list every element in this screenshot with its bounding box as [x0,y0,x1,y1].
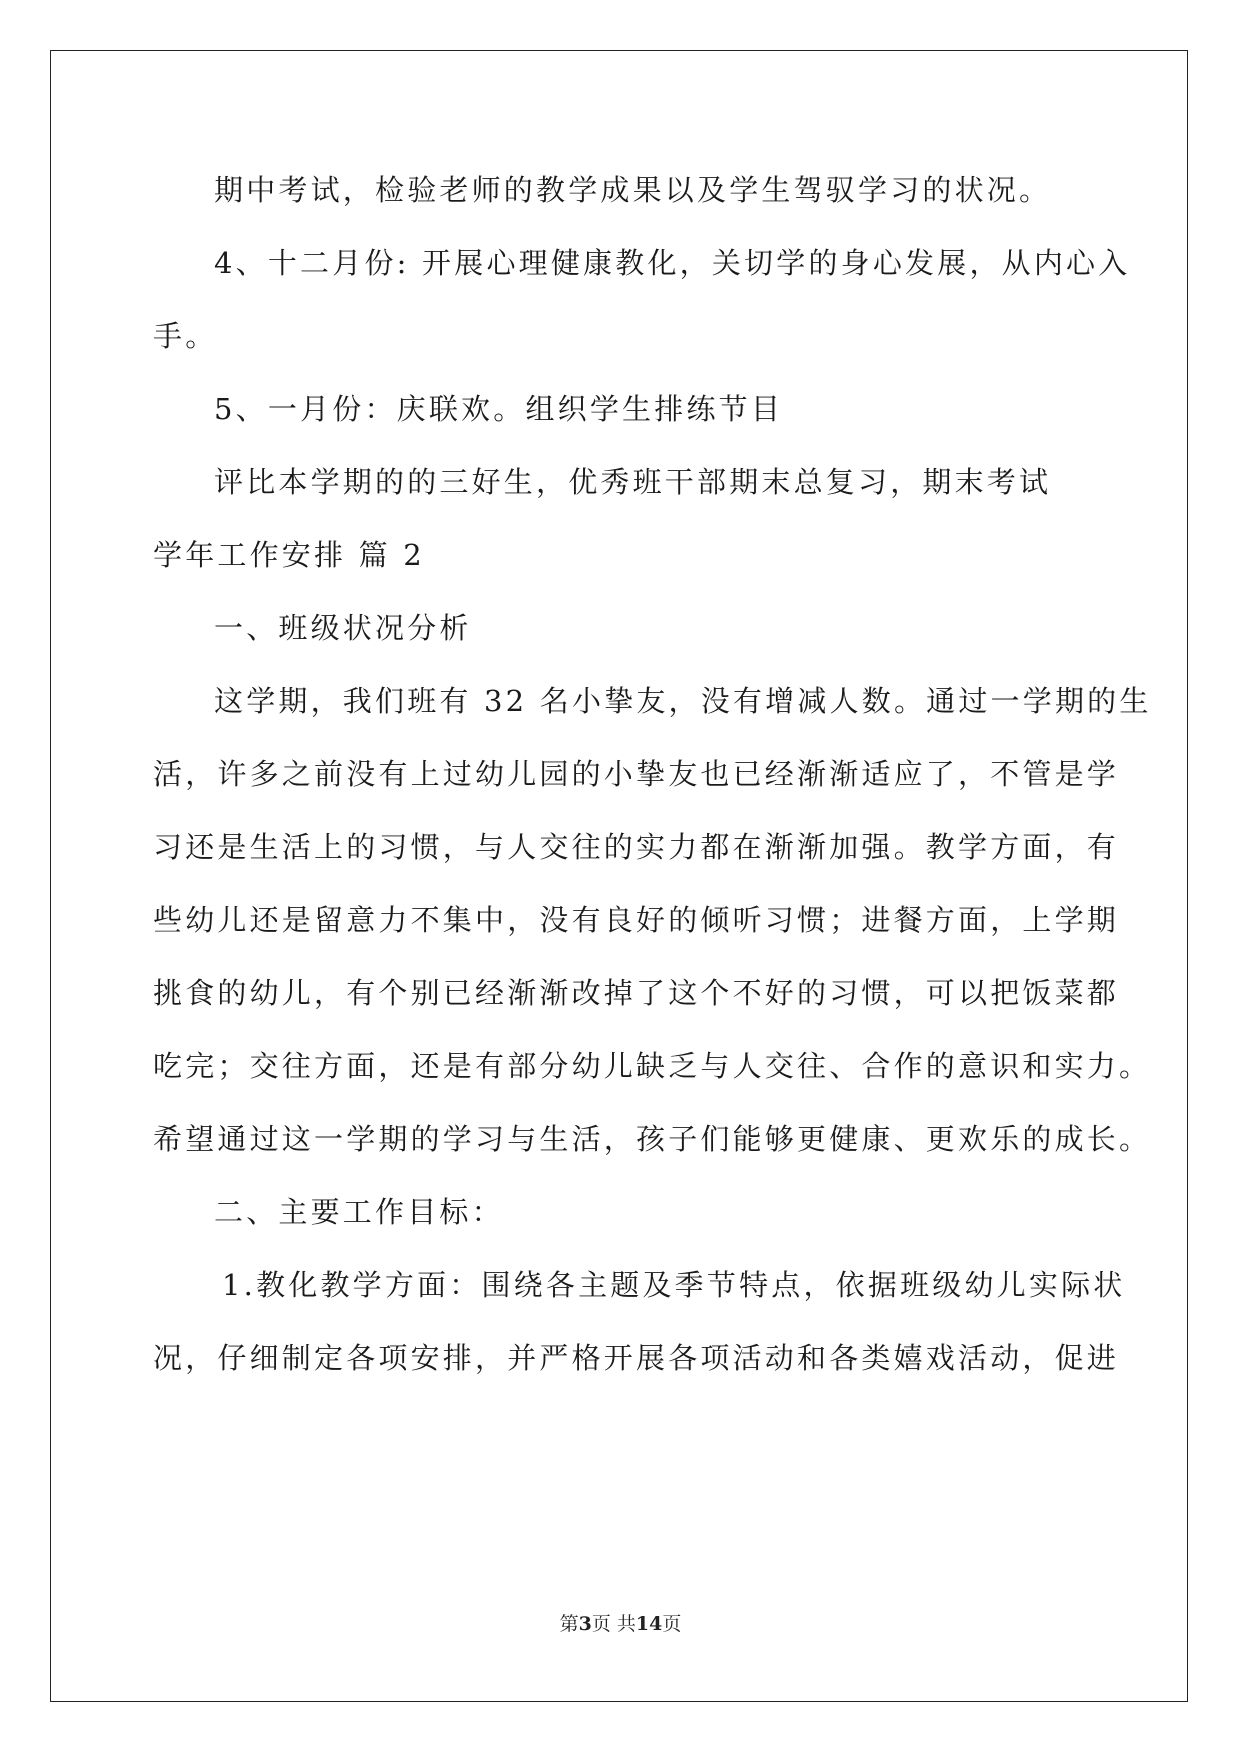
subsection-heading: 二、主要工作目标： [214,1195,504,1229]
paragraph-line: 希望通过这一学期的学习与生活，孩子们能够更健康、更欢乐的成长。 [153,1122,1152,1156]
paragraph-line: 5、一月份：庆联欢。组织学生排练节目 [214,392,784,426]
paragraph-line: 况，仔细制定各项安排，并严格开展各项活动和各类嬉戏活动，促进 [153,1341,1120,1375]
paragraph-line: 些幼儿还是留意力不集中，没有良好的倾听习惯；进餐方面，上学期 [153,903,1120,937]
paragraph-line: 期中考试，检验老师的教学成果以及学生驾驭学习的状况。 [214,173,1052,207]
paragraph-line: 1.教化教学方面：围绕各主题及季节特点，依据班级幼儿实际状 [222,1268,1126,1302]
subsection-heading: 一、班级状况分析 [214,611,472,645]
paragraph-line: 4、十二月份: 开展心理健康教化，关切学的身心发展，从内心入 [214,246,1131,280]
paragraph-line: 习还是生活上的习惯，与人交往的实力都在渐渐加强。教学方面，有 [153,830,1120,864]
paragraph-line: 挑食的幼儿，有个别已经渐渐改掉了这个不好的习惯，可以把饭菜都 [153,976,1120,1010]
footer-mid: 页 共 [591,1613,636,1635]
paragraph-line: 活，许多之前没有上过幼儿园的小挚友也已经渐渐适应了，不管是学 [153,757,1120,791]
footer-suffix: 页 [662,1613,682,1635]
footer-prefix: 第 [559,1613,579,1635]
total-page-count: 14 [635,1613,663,1635]
paragraph-line: 这学期，我们班有 32 名小挚友，没有增减人数。通过一学期的生 [214,684,1152,718]
section-heading: 学年工作安排 篇 2 [153,538,425,572]
paragraph-line: 吃完；交往方面，还是有部分幼儿缺乏与人交往、合作的意识和实力。 [153,1049,1152,1083]
page-border [50,50,1188,1702]
page-number-footer [0,1610,1241,1638]
paragraph-line: 手。 [153,319,218,353]
paragraph-line: 评比本学期的的三好生，优秀班干部期末总复习，期末考试 [214,465,1052,499]
current-page-number: 3 [578,1613,592,1635]
